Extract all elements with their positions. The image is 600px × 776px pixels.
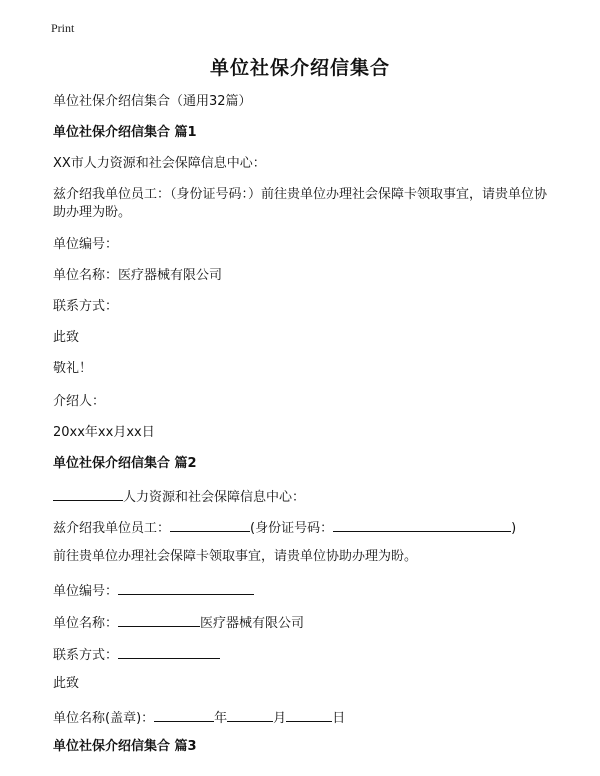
- section1-introducer: 介绍人：: [53, 394, 106, 409]
- print-label: Print: [51, 21, 75, 35]
- id-number-blank: [333, 517, 511, 532]
- section1-contact: 联系方式：: [53, 299, 119, 314]
- section2-unit-number: [53, 580, 254, 601]
- section2-contact-label: 联系方式：: [53, 648, 119, 663]
- section1-recipient: XX市人力资源和社会保障信息中心：: [53, 156, 266, 171]
- section1-closing2: 敬礼！: [53, 361, 93, 376]
- section1-heading: 单位社保介绍信集合 篇1: [53, 125, 197, 140]
- recipient-blank: [53, 486, 123, 501]
- section2-stamp-prefix: 单位名称(盖章)：: [53, 711, 155, 726]
- document-subtitle: 单位社保介绍信集合（通用32篇）: [53, 94, 252, 109]
- month-blank: [227, 707, 273, 722]
- section2-body: 前往贵单位办理社会保障卡领取事宜，请贵单位协助办理为盼。: [53, 549, 418, 564]
- section2-year: 年: [214, 711, 228, 726]
- section1-body: 兹介绍我单位员工：（身份证号码：）前往贵单位办理社会保障卡领取事宜，请贵单位协助办理为盼。: [53, 187, 548, 220]
- unit-name-blank: [118, 612, 200, 627]
- section2-unit-name: [53, 612, 304, 633]
- section3-heading: 单位社保介绍信集合 篇3: [53, 739, 197, 754]
- year-blank: [154, 707, 214, 722]
- section2-day: 日: [332, 711, 346, 726]
- unit-number-blank: [118, 580, 254, 595]
- section1-date: 20xx年xx月xx日: [53, 425, 155, 440]
- section2-intro: [53, 517, 516, 538]
- day-blank: [286, 707, 332, 722]
- section2-closing1: 此致: [53, 676, 80, 691]
- section2-intro-prefix: 兹介绍我单位员工：: [53, 521, 171, 536]
- section2-unit-name-suffix: 医疗器械有限公司: [200, 616, 305, 631]
- section1-closing1: 此致: [53, 330, 80, 345]
- section2-stamp-line: [53, 707, 345, 728]
- section2-month: 月: [273, 711, 287, 726]
- document-title: 单位社保介绍信集合: [209, 57, 390, 79]
- section1-unit-name: 单位名称：医疗器械有限公司: [53, 268, 223, 283]
- section2-unit-number-label: 单位编号：: [53, 584, 119, 599]
- section2-contact: [53, 644, 220, 665]
- section2-heading: 单位社保介绍信集合 篇2: [53, 456, 197, 471]
- section1-unit-number: 单位编号：: [53, 237, 119, 252]
- section2-id-prefix: (身份证号码：: [250, 521, 334, 536]
- section2-id-suffix: ): [511, 521, 517, 536]
- section2-recipient-text: 人力资源和社会保障信息中心：: [123, 490, 306, 505]
- employee-blank: [170, 517, 250, 532]
- section2-unit-name-prefix: 单位名称：: [53, 616, 119, 631]
- contact-blank: [118, 644, 220, 659]
- section2-recipient: [53, 486, 305, 507]
